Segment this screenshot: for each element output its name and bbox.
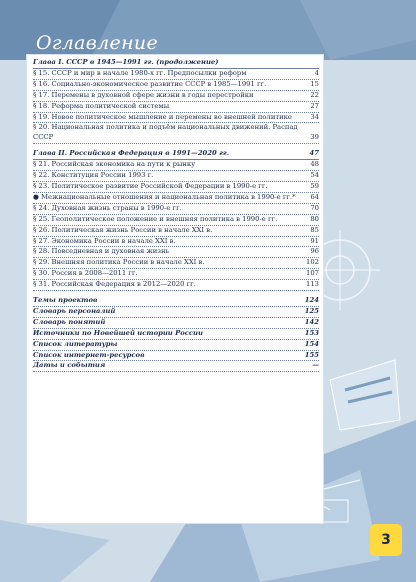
toc-entry[interactable] [33, 351, 319, 362]
toc-entry[interactable] [33, 102, 319, 113]
toc-entry[interactable] [33, 258, 319, 269]
toc-entry-title: § 23. Политическое развитие Российской Федерации в 1990-е гг. [33, 181, 268, 190]
toc-entry[interactable] [33, 160, 319, 171]
toc-entry-title: Словарь понятий [33, 317, 106, 326]
toc-entry[interactable] [33, 237, 319, 248]
toc-entry-title: § 21. Российская экономика на пути к рынку [33, 160, 196, 169]
toc-entry-title: § 17. Перемены в духовной сфере жизни в годы перестройки [33, 90, 254, 99]
toc-entry[interactable] [33, 361, 319, 372]
toc-entry-page: 107 [306, 269, 319, 278]
toc-entry-page: 64 [310, 192, 319, 201]
toc-entry-title: Словарь персоналий [33, 306, 116, 315]
toc-entry-title: § 20. Национальная политика и подъём национальных движений. Распад СССР [33, 123, 298, 142]
toc-entry[interactable] [33, 204, 319, 215]
toc-entry[interactable] [33, 269, 319, 280]
toc-entry[interactable] [33, 226, 319, 237]
toc-entry-title: Глава II. Российская Федерация в 1991—2020 гг. [33, 149, 230, 158]
toc-entry[interactable] [33, 182, 319, 193]
toc-entry[interactable] [33, 149, 319, 160]
toc-entry[interactable] [33, 329, 319, 340]
toc-entry[interactable] [33, 193, 319, 204]
toc-entry[interactable] [33, 247, 319, 258]
toc-entry-title: § 24. Духовная жизнь страны в 1990-е гг. [33, 203, 182, 212]
toc-entry-page: 96 [310, 247, 319, 256]
toc-entry-title: Глава I. СССР в 1945—1991 гг. (продолжение) [33, 58, 219, 66]
toc-entry-title: § 25. Геополитическое положение и внешняя политика в 1990-е гг. [33, 214, 278, 223]
toc-entry-page: 154 [304, 339, 319, 348]
toc-entry[interactable] [33, 307, 319, 318]
toc-entry-title: § 28. Повседневная и духовная жизнь [33, 247, 170, 256]
toc-entry-title: Даты и события [33, 361, 106, 370]
toc-entry-page: 22 [310, 90, 319, 99]
toc-entry[interactable] [33, 171, 319, 182]
toc-entry-page: 54 [310, 171, 319, 180]
toc-entry[interactable] [33, 215, 319, 226]
toc-entry[interactable] [33, 113, 319, 124]
toc-entry-page: 113 [306, 280, 319, 289]
toc-entry-page: 124 [304, 296, 319, 305]
toc-entry-title: Список литературы [33, 339, 118, 348]
toc-entry-page: 15 [310, 79, 319, 88]
toc-entry[interactable] [33, 318, 319, 329]
toc-entry-title: Список интернет-ресурсов [33, 350, 145, 359]
page-number-badge: 3 [370, 524, 402, 556]
toc-entry-page: 155 [304, 350, 319, 359]
toc-entry-page: 48 [310, 160, 319, 169]
toc-entry-title: Источники по Новейшей истории России [33, 328, 203, 337]
toc-entry-page: 27 [310, 101, 319, 110]
toc-entry-title: ● Межнациональные отношения и национальная политика в 1990-е гг.* [33, 192, 296, 201]
toc-entry-page: 153 [304, 328, 319, 337]
toc-entry[interactable] [33, 123, 319, 144]
toc-entry-page: — [312, 361, 319, 370]
toc-entry[interactable] [33, 296, 319, 307]
toc-entry-title: § 30. Россия в 2008—2011 гг. [33, 269, 138, 278]
toc-entry-title: § 29. Внешняя политика России в начале XXI в. [33, 258, 205, 267]
toc-entry-page: 142 [304, 317, 319, 326]
toc-entry-page: 102 [306, 258, 319, 267]
toc-entry[interactable] [33, 340, 319, 351]
toc-entry-page: 70 [310, 203, 319, 212]
toc-entry-page: 59 [310, 181, 319, 190]
toc-entry-title: § 26. Политическая жизнь России в начале XXI в. [33, 225, 213, 234]
toc-entry[interactable] [33, 280, 319, 291]
toc-entry-page: 85 [310, 225, 319, 234]
toc-entry-title: § 22. Конституция России 1993 г. [33, 171, 154, 180]
toc-entry-title: § 19. Новое политическое мышление и перемены во внешней политике [33, 112, 292, 121]
toc-entry[interactable] [33, 69, 319, 80]
toc-entry-page: 91 [310, 236, 319, 245]
toc-entry-title: § 31. Российская Федерация в 2012—2020 гг. [33, 280, 196, 289]
toc-entry[interactable] [33, 58, 319, 69]
toc-entry-title: § 16. Социально-экономическое развитие СССР в 1985—1991 гг. [33, 79, 267, 88]
toc-entry-title: § 27. Экономика России в начале XXI в. [33, 236, 176, 245]
toc-entry-page: 4 [314, 68, 319, 77]
toc-entry[interactable] [33, 80, 319, 91]
toc-entry[interactable] [33, 91, 319, 102]
table-of-contents [33, 58, 319, 372]
toc-entry-title: § 15. СССР и мир в начале 1980-х гг. Предпосылки реформ [33, 68, 247, 77]
toc-entry-page: 39 [310, 133, 319, 142]
toc-entry-title: Темы проектов [33, 296, 98, 305]
toc-entry-page: 47 [309, 149, 319, 158]
page-title: Оглавление [36, 32, 159, 54]
toc-entry-page: 80 [310, 214, 319, 223]
toc-entry-page: 125 [304, 306, 319, 315]
toc-entry-page: 34 [310, 112, 319, 121]
toc-entry-title: § 18. Реформа политической системы [33, 101, 170, 110]
